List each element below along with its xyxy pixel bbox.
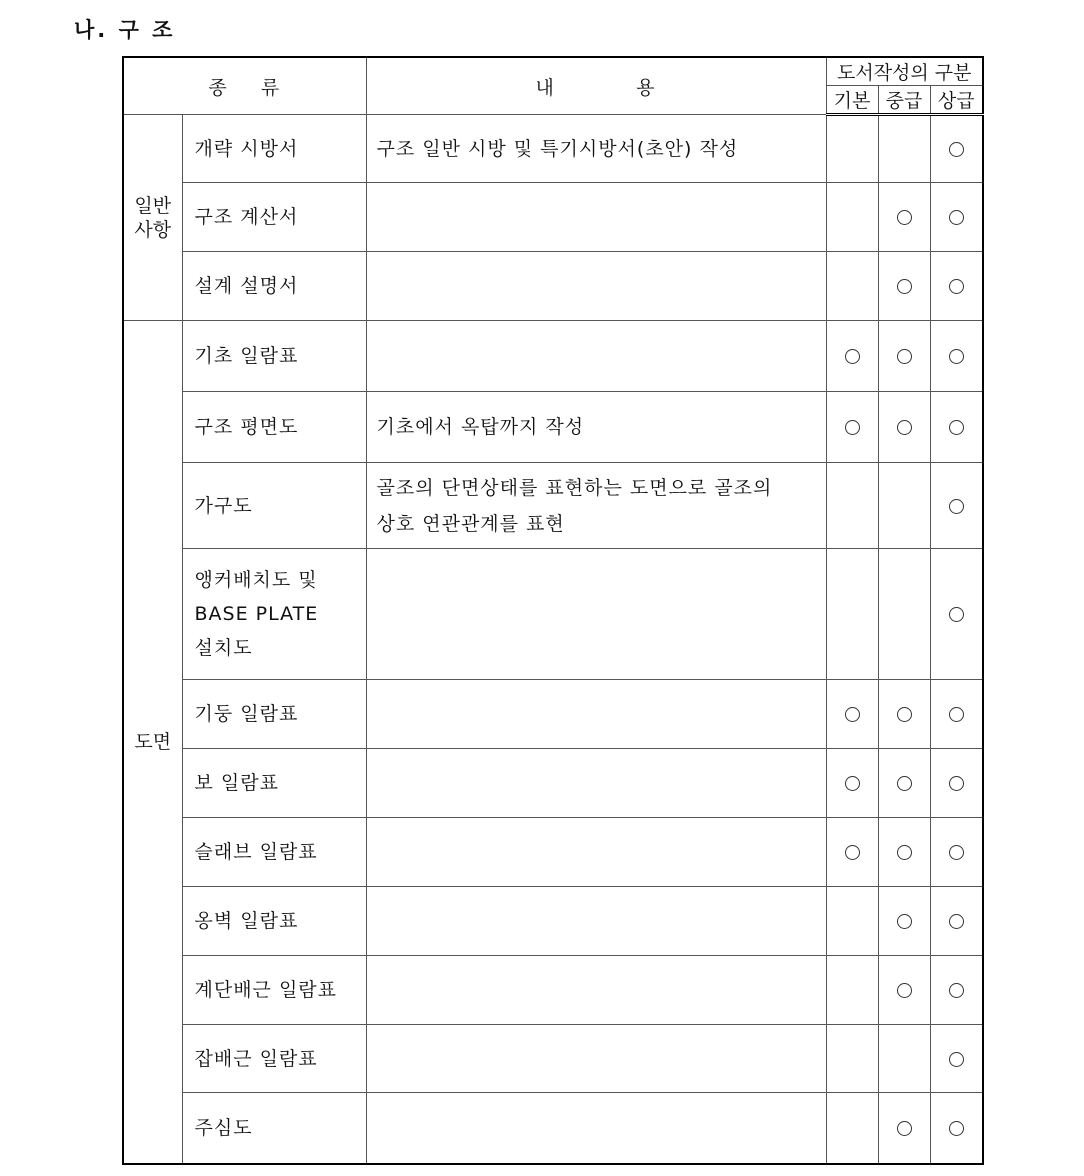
content-text: 구조 일반 시방 및 특기시방서(초안) 작성 (376, 137, 739, 160)
mark-cell-basic (826, 1025, 878, 1093)
mark-cell-intermediate (878, 252, 930, 321)
circle-mark-icon (949, 142, 964, 157)
circle-mark-icon (845, 845, 860, 860)
circle-mark-icon (949, 845, 964, 860)
content-cell (366, 115, 826, 183)
mark-cell-basic (826, 549, 878, 680)
item-cell (182, 887, 366, 956)
circle-mark-icon (845, 707, 860, 722)
circle-mark-icon (949, 349, 964, 364)
mark-cell-basic (826, 887, 878, 956)
mark-cell-advanced (930, 1025, 983, 1093)
header-level-intermediate: 중급 (878, 86, 930, 115)
item-cell (182, 956, 366, 1025)
mark-cell-intermediate (878, 818, 930, 887)
item-cell (182, 392, 366, 463)
table-row (123, 818, 983, 887)
table-row (123, 1093, 983, 1164)
content-text: 상호 연관관계를 표현 (376, 512, 565, 535)
content-cell (366, 1025, 826, 1093)
structure-deliverables-table (122, 56, 984, 1165)
content-cell (366, 252, 826, 321)
mark-cell-intermediate (878, 183, 930, 252)
content-cell (366, 183, 826, 252)
mark-cell-advanced (930, 956, 983, 1025)
category-cell (123, 115, 182, 321)
table-body (123, 115, 983, 1164)
table-row (123, 549, 983, 680)
circle-mark-icon (897, 707, 912, 722)
content-cell (366, 680, 826, 749)
circle-mark-icon (897, 210, 912, 225)
circle-mark-icon (949, 914, 964, 929)
circle-mark-icon (949, 420, 964, 435)
mark-cell-basic (826, 463, 878, 549)
mark-cell-advanced (930, 1093, 983, 1164)
content-text: 기초에서 옥탑까지 작성 (376, 416, 585, 438)
category-cell (123, 321, 182, 1164)
table-row (123, 749, 983, 818)
mark-cell-intermediate (878, 463, 930, 549)
circle-mark-icon (845, 420, 860, 435)
circle-mark-icon (897, 1121, 912, 1136)
item-cell (182, 680, 366, 749)
table-row (123, 252, 983, 321)
item-cell (182, 1093, 366, 1164)
item-label: 기둥 일람표 (194, 703, 299, 725)
item-cell (182, 818, 366, 887)
mark-cell-intermediate (878, 392, 930, 463)
content-cell (366, 321, 826, 392)
content-cell (366, 549, 826, 680)
mark-cell-intermediate (878, 321, 930, 392)
circle-mark-icon (897, 914, 912, 929)
content-cell (366, 749, 826, 818)
item-cell (182, 1025, 366, 1093)
content-cell (366, 956, 826, 1025)
category-label: 도면 (134, 730, 172, 753)
category-label: 일반 (134, 194, 172, 217)
mark-cell-advanced (930, 321, 983, 392)
mark-cell-advanced (930, 549, 983, 680)
item-cell (182, 749, 366, 818)
table-row (123, 321, 983, 392)
mark-cell-basic (826, 749, 878, 818)
mark-cell-advanced (930, 183, 983, 252)
circle-mark-icon (949, 707, 964, 722)
category-label: 사항 (134, 218, 172, 241)
item-label: 개략 시방서 (194, 137, 299, 160)
mark-cell-intermediate (878, 115, 930, 183)
mark-cell-advanced (930, 252, 983, 321)
content-cell (366, 392, 826, 463)
mark-cell-basic (826, 115, 878, 183)
table-row (123, 1025, 983, 1093)
header-level-advanced: 상급 (930, 86, 983, 115)
mark-cell-basic (826, 680, 878, 749)
item-cell (182, 252, 366, 321)
circle-mark-icon (949, 1121, 964, 1136)
item-label: 옹벽 일람표 (194, 910, 299, 932)
mark-cell-basic (826, 183, 878, 252)
circle-mark-icon (897, 349, 912, 364)
circle-mark-icon (949, 499, 964, 514)
item-cell (182, 321, 366, 392)
circle-mark-icon (949, 279, 964, 294)
item-label: 설계 설명서 (194, 275, 299, 297)
table-row (123, 183, 983, 252)
circle-mark-icon (949, 983, 964, 998)
circle-mark-icon (897, 420, 912, 435)
mark-cell-basic (826, 392, 878, 463)
table-row (123, 680, 983, 749)
mark-cell-basic (826, 321, 878, 392)
item-cell (182, 115, 366, 183)
mark-cell-advanced (930, 887, 983, 956)
content-cell (366, 818, 826, 887)
mark-cell-basic (826, 1093, 878, 1164)
header-classification: 도서작성의 구분 (826, 57, 983, 86)
header-level-basic: 기본 (826, 86, 878, 115)
circle-mark-icon (897, 983, 912, 998)
item-label: 계단배근 일람표 (194, 979, 338, 1001)
content-text: 골조의 단면상태를 표현하는 도면으로 골조의 (376, 476, 773, 499)
item-cell (182, 183, 366, 252)
content-cell (366, 463, 826, 549)
circle-mark-icon (897, 776, 912, 791)
circle-mark-icon (949, 1052, 964, 1067)
mark-cell-advanced (930, 818, 983, 887)
circle-mark-icon (897, 279, 912, 294)
mark-cell-advanced (930, 749, 983, 818)
header-content: 내 용 (366, 57, 826, 115)
mark-cell-basic (826, 956, 878, 1025)
table-row (123, 887, 983, 956)
item-label: 슬래브 일람표 (194, 841, 318, 863)
item-label: 기초 일람표 (194, 345, 299, 367)
table-row (123, 115, 983, 183)
circle-mark-icon (845, 776, 860, 791)
mark-cell-advanced (930, 680, 983, 749)
content-cell (366, 1093, 826, 1164)
item-label: 잡배근 일람표 (194, 1047, 318, 1070)
table-row (123, 392, 983, 463)
item-cell (182, 463, 366, 549)
item-label: 설치도 (194, 637, 253, 659)
table-row (123, 463, 983, 549)
mark-cell-advanced (930, 463, 983, 549)
mark-cell-advanced (930, 115, 983, 183)
item-label: BASE PLATE (194, 603, 319, 625)
item-label: 가구도 (194, 494, 253, 517)
mark-cell-basic (826, 818, 878, 887)
content-cell (366, 887, 826, 956)
mark-cell-advanced (930, 392, 983, 463)
mark-cell-intermediate (878, 749, 930, 818)
item-label: 구조 계산서 (194, 206, 299, 228)
circle-mark-icon (949, 607, 964, 622)
circle-mark-icon (949, 776, 964, 791)
table-row (123, 956, 983, 1025)
circle-mark-icon (949, 210, 964, 225)
mark-cell-intermediate (878, 1025, 930, 1093)
mark-cell-intermediate (878, 549, 930, 680)
mark-cell-basic (826, 252, 878, 321)
item-label: 구조 평면도 (194, 416, 299, 438)
circle-mark-icon (897, 845, 912, 860)
header-type: 종 류 (123, 57, 366, 115)
mark-cell-intermediate (878, 956, 930, 1025)
circle-mark-icon (845, 349, 860, 364)
section-title: 나. 구 조 (74, 18, 176, 42)
mark-cell-intermediate (878, 680, 930, 749)
item-label: 보 일람표 (194, 772, 279, 794)
mark-cell-intermediate (878, 887, 930, 956)
mark-cell-intermediate (878, 1093, 930, 1164)
item-label: 주심도 (194, 1116, 253, 1139)
item-cell (182, 549, 366, 680)
item-label: 앵커배치도 및 (194, 569, 318, 591)
